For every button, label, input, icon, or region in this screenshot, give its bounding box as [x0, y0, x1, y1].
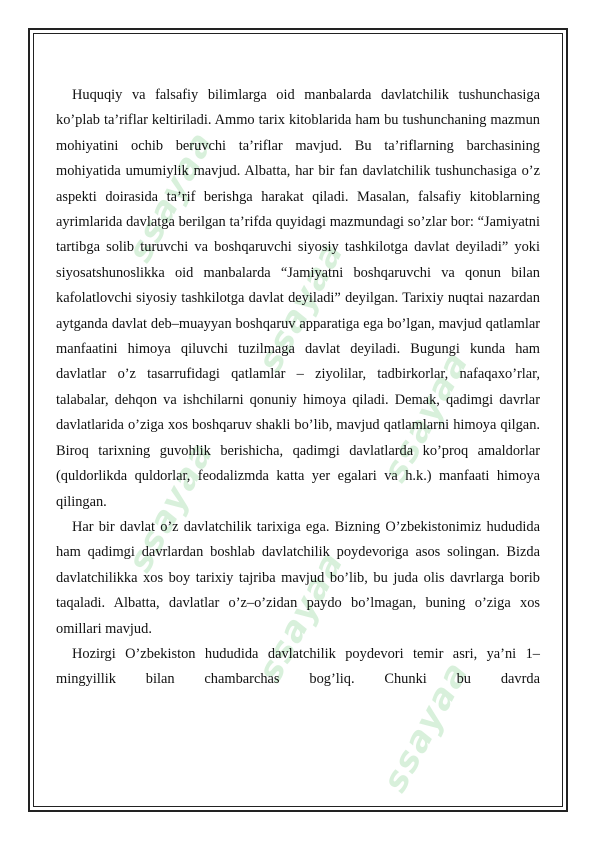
document-body — [56, 83, 540, 693]
paragraph-3: Hozirgi O’zbekiston hududida davlatchilik poydevori temir asri, ya’ni 1–mingyillik bilan chambarchas bog’liq. Chunki bu davrda — [56, 645, 540, 688]
watermark: ssayaa — [375, 654, 478, 799]
watermark: ssayaa — [250, 234, 353, 379]
watermark: ssayaa — [120, 434, 223, 579]
paragraph-2: Har bir davlat o’z davlatchilik tarixiga ega. Bizning O’zbekistonimiz hududida ham qadimgi davrlardan boshlab davlatchilik poydevoriga asos solingan. Bizda davlatchilikka xos boy tarixiy tajriba mavjud bo’lib, bu juda olis davrlarga borib taqaladi. Albatta, davlatlar o’z–o’zidan paydo bo’lmagan, buning o’ziga xos omillari mavjud. — [56, 518, 540, 637]
watermark: ssayaa — [375, 344, 478, 489]
watermark: ssayaa — [120, 124, 223, 269]
paragraph-1: Huquqiy va falsafiy bilimlarga oid manbalarda davlatchilik tushunchasiga ko’plab ta’riflar keltiriladi. Ammo tarix kitoblarida ham bu tushunchaning mazmun mohiyatini ochib beruvchi ta’riflar mavjud. Bu ta’riflarning barchasining mohiyatida umumiylik mavjud. Albatta, har bir fan davlatchilik tushunchasiga o’z aspekti doirasida ta’rif berishga harakat qiladi. Masalan, falsafiy kitoblarning ayrimlarida davlatga berilgan ta’rifda quyidagi mazmundagi so’zlar bor: “Jamiyatni tartibga solib turuvchi va boshqaruvchi siyosiy tashkilotga davlat deyiladi” yoki siyosatshunoslikka oid manbalarda “Jamiyatni boshqaruvchi va qonun bilan kafolatlovchi siyosiy tashkilotga davlat deyiladi” deyilgan. Tarixiy nuqtai nazardan aytganda davlat deb–muayyan boshqaruv apparatiga ega bo’lgan, mavjud qatlamlar manfaatini himoya qiluvchi tuzilmaga davlat deyiladi. Bugungi kunda ham davlatlar o’z tasarrufidagi qatlamlar – ziyolilar, tadbirkorlar, nafaqaxo’rlar, talabalar, dehqon va ishchilarni qonuniy himoya qiladi. Demak, qadimgi davrlar davlatlarida o’ziga xos boshqaruv shakli bo’lib, mavjud qatlamlarni himoya qilgan. Biroq tarixning guvohlik berishicha, qadimgi davlatlarda ko’proq amaldorlar (quldorlikda quldorlar, feodalizmda katta yer egalari va h.k.) manfaati himoya qilingan. — [56, 87, 540, 510]
watermark: ssayaa — [250, 544, 353, 689]
